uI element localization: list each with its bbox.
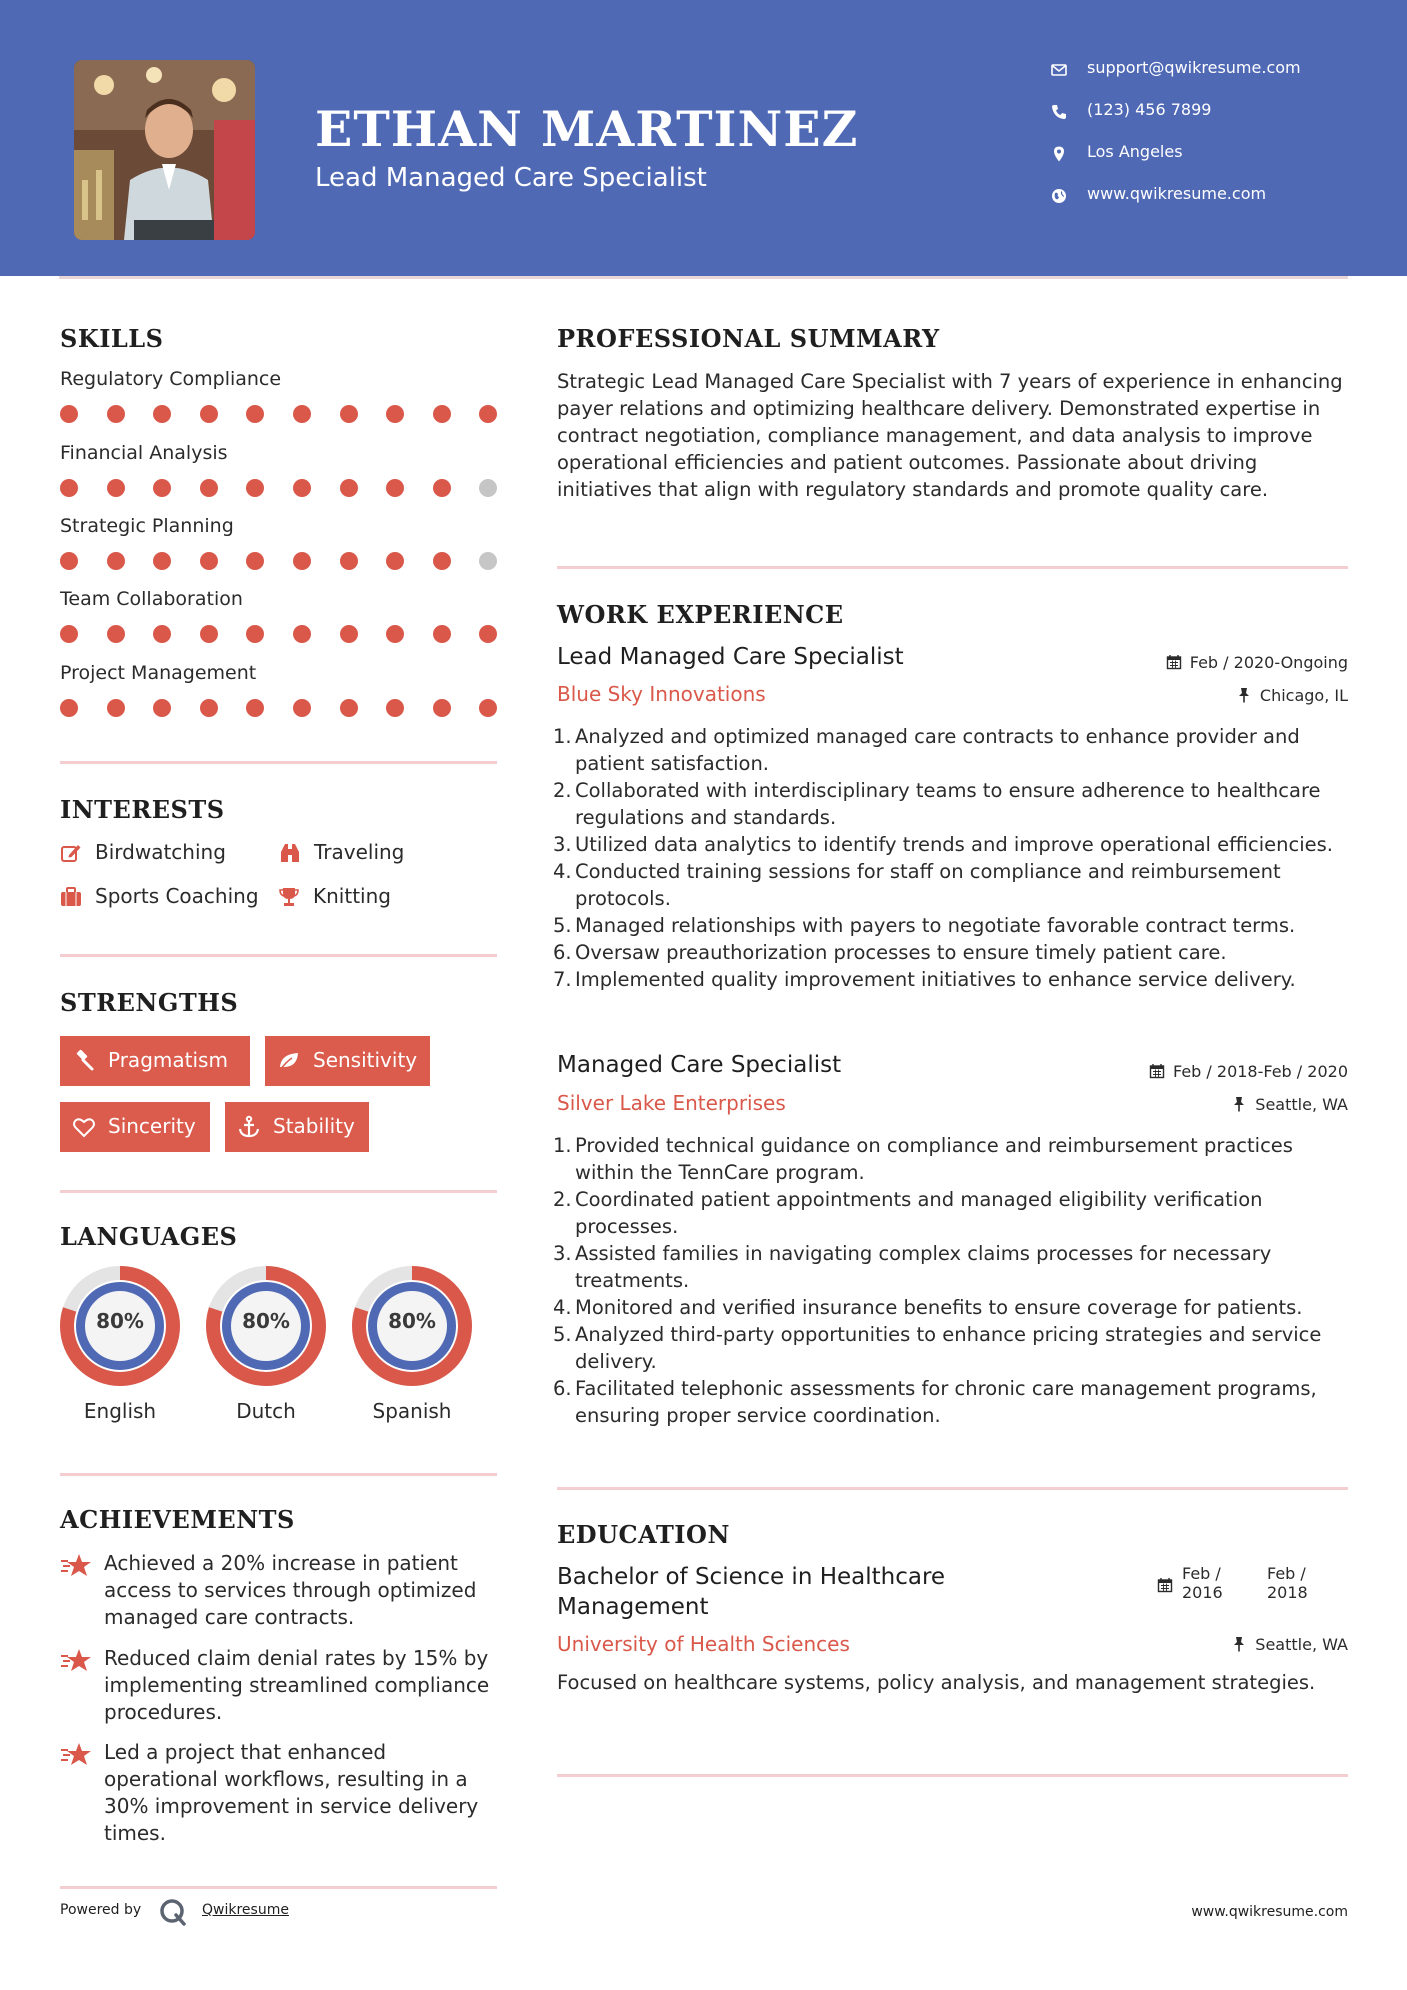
powered-by-label: Powered by	[60, 1902, 142, 1918]
rating-dot-filled	[107, 625, 125, 643]
strength-badge	[60, 1102, 210, 1152]
rating-dot-filled	[153, 552, 171, 570]
section-divider	[557, 566, 1348, 569]
skill-name: Team Collaboration	[60, 588, 243, 610]
job-date-text: Feb / 2018-Feb / 2020	[1173, 1062, 1348, 1081]
contact-email-text: support@qwikresume.com	[1087, 58, 1301, 77]
education-end-line2: 2018	[1267, 1583, 1308, 1602]
achievement-text: Achieved a 20% increase in patient access to services through optimized managed care contracts.	[104, 1551, 477, 1629]
globe-icon	[1050, 187, 1068, 205]
job-bullet	[553, 831, 1353, 858]
education-start-date	[1182, 1564, 1223, 1602]
job-bullet	[553, 1186, 1353, 1240]
rating-dot-filled	[153, 479, 171, 497]
job-bullet	[553, 1375, 1353, 1429]
rating-dot-filled	[433, 699, 451, 717]
interest-label: Birdwatching	[95, 840, 226, 864]
pin-icon	[1231, 1636, 1247, 1652]
calendar-icon	[1166, 654, 1182, 670]
rating-dot-empty	[479, 552, 497, 570]
rating-dot-filled	[200, 625, 218, 643]
language-percent: 80%	[242, 1309, 290, 1333]
rating-dot-filled	[153, 405, 171, 423]
company-name: Blue Sky Innovations	[557, 682, 766, 706]
job-bullets	[553, 723, 1353, 993]
contact-phone-text: (123) 456 7899	[1087, 100, 1212, 119]
rating-dot-filled	[293, 699, 311, 717]
job-location	[1231, 1095, 1348, 1114]
rating-dot-filled	[433, 405, 451, 423]
bullet-number: 6.	[553, 1377, 572, 1400]
rating-dot-filled	[340, 625, 358, 643]
section-divider	[557, 1487, 1348, 1490]
header-banner	[0, 0, 1407, 276]
rating-dot-filled	[107, 405, 125, 423]
rating-dot-filled	[200, 699, 218, 717]
rating-dot-empty	[479, 479, 497, 497]
rating-dot-filled	[107, 479, 125, 497]
bullet-text: Facilitated telephonic assessments for chronic care management programs, ensuring proper service coordination.	[575, 1377, 1317, 1427]
job-bullet	[553, 723, 1353, 777]
job-bullet	[553, 1294, 1353, 1321]
rating-dot-filled	[293, 625, 311, 643]
strengths-heading: STRENGTHS	[60, 988, 239, 1017]
qwikresume-logo-icon[interactable]	[158, 1897, 188, 1927]
bullet-text: Implemented quality improvement initiatives to enhance service delivery.	[575, 968, 1296, 991]
footer-website-link[interactable]: www.qwikresume.com	[1191, 1904, 1348, 1920]
candidate-name: ETHAN MARTINEZ	[315, 100, 859, 158]
contact-location-text: Los Angeles	[1087, 142, 1183, 161]
bullet-text: Coordinated patient appointments and managed eligibility verification processes.	[575, 1188, 1263, 1238]
pencil-square-icon	[60, 842, 82, 864]
skill-name: Strategic Planning	[60, 515, 234, 537]
rating-dot-filled	[60, 405, 78, 423]
bullet-number: 7.	[553, 968, 572, 991]
rating-dot-filled	[200, 405, 218, 423]
map-pin-icon	[1050, 145, 1068, 163]
rating-dot-filled	[200, 479, 218, 497]
skill-name: Project Management	[60, 662, 257, 684]
job-bullet	[553, 1132, 1353, 1186]
rating-dot-filled	[386, 625, 404, 643]
rating-dot-filled	[479, 699, 497, 717]
bullet-text: Managed relationships with payers to negotiate favorable contract terms.	[575, 914, 1296, 937]
skill-rating	[60, 625, 500, 643]
strength-badge	[265, 1036, 430, 1086]
rating-dot-filled	[246, 699, 264, 717]
degree-title-cont: Management	[557, 1594, 709, 1620]
binoculars-icon	[279, 842, 301, 864]
bullet-number: 3.	[553, 833, 572, 856]
rating-dot-filled	[293, 552, 311, 570]
bullet-text: Oversaw preauthorization processes to ensure timely patient care.	[575, 941, 1227, 964]
job-bullet	[553, 777, 1353, 831]
job-title: Lead Managed Care Specialist	[557, 644, 904, 670]
shooting-star-icon	[60, 1552, 92, 1580]
bullet-text: Analyzed and optimized managed care contracts to enhance provider and patient satisfaction.	[575, 725, 1300, 775]
gavel-icon	[72, 1049, 96, 1073]
envelope-icon	[1050, 61, 1068, 79]
education-location-text: Seattle, WA	[1255, 1635, 1348, 1654]
heart-icon	[72, 1115, 96, 1139]
rating-dot-filled	[433, 625, 451, 643]
job-bullet	[553, 966, 1353, 993]
rating-dot-filled	[60, 552, 78, 570]
skill-rating	[60, 479, 500, 497]
anchor-icon	[237, 1115, 261, 1139]
education-start-line2: 2016	[1182, 1583, 1223, 1602]
rating-dot-filled	[107, 699, 125, 717]
contact-website-text: www.qwikresume.com	[1087, 184, 1267, 203]
bullet-number: 3.	[553, 1242, 572, 1265]
strength-badge	[60, 1036, 250, 1086]
rating-dot-filled	[479, 625, 497, 643]
language-percent: 80%	[96, 1309, 144, 1333]
job-location-text: Seattle, WA	[1255, 1095, 1348, 1114]
pin-icon	[1231, 1096, 1247, 1112]
job-date	[1149, 1062, 1348, 1081]
language-item	[204, 1264, 328, 1423]
rating-dot-filled	[340, 405, 358, 423]
strength-label: Pragmatism	[108, 1048, 228, 1072]
job-title: Managed Care Specialist	[557, 1052, 842, 1078]
language-name: Spanish	[372, 1399, 452, 1423]
bullet-text: Provided technical guidance on compliance and reimbursement practices within the TennCare program.	[575, 1134, 1293, 1184]
degree-title: Bachelor of Science in Healthcare	[557, 1564, 946, 1590]
calendar-icon	[1149, 1063, 1165, 1079]
languages-heading: LANGUAGES	[60, 1222, 238, 1251]
skill-name: Regulatory Compliance	[60, 368, 282, 390]
rating-dot-filled	[60, 699, 78, 717]
rating-dot-filled	[200, 552, 218, 570]
rating-dot-filled	[60, 625, 78, 643]
bullet-text: Conducted training sessions for staff on compliance and reimbursement protocols.	[575, 860, 1281, 910]
bullet-number: 1.	[553, 1134, 572, 1157]
shooting-star-icon	[60, 1647, 92, 1675]
education-start-line1: Feb /	[1182, 1564, 1221, 1583]
job-bullet	[553, 1321, 1353, 1375]
shooting-star-icon	[60, 1741, 92, 1769]
language-name: English	[83, 1399, 157, 1423]
experience-heading: WORK EXPERIENCE	[557, 600, 844, 629]
education-end-date	[1267, 1564, 1308, 1602]
rating-dot-filled	[386, 552, 404, 570]
rating-dot-filled	[479, 405, 497, 423]
rating-dot-filled	[340, 479, 358, 497]
strength-label: Stability	[273, 1114, 355, 1138]
bullet-number: 2.	[553, 1188, 572, 1211]
rating-dot-filled	[246, 479, 264, 497]
job-date	[1166, 653, 1348, 672]
job-bullet	[553, 858, 1353, 912]
bullet-text: Assisted families in navigating complex claims processes for necessary treatments.	[575, 1242, 1272, 1292]
education-location	[1231, 1635, 1348, 1654]
candidate-role: Lead Managed Care Specialist	[315, 163, 707, 193]
language-percent: 80%	[388, 1309, 436, 1333]
skill-rating	[60, 699, 500, 717]
skill-rating	[60, 405, 500, 423]
section-divider	[60, 954, 497, 957]
education-description: Focused on healthcare systems, policy analysis, and management strategies.	[557, 1671, 1316, 1694]
rating-dot-filled	[386, 699, 404, 717]
job-bullets	[553, 1132, 1353, 1429]
section-divider	[60, 1886, 497, 1889]
job-date-text: Feb / 2020-Ongoing	[1189, 653, 1348, 672]
company-name: Silver Lake Enterprises	[557, 1091, 786, 1115]
rating-dot-filled	[246, 405, 264, 423]
qwikresume-link[interactable]: Qwikresume	[202, 1902, 289, 1918]
rating-dot-filled	[246, 625, 264, 643]
section-divider	[557, 1774, 1348, 1777]
job-bullet	[553, 912, 1353, 939]
education-end-line1: Feb /	[1267, 1564, 1306, 1583]
bullet-number: 5.	[553, 914, 572, 937]
language-item	[350, 1264, 474, 1423]
rating-dot-filled	[153, 699, 171, 717]
summary-heading: PROFESSIONAL SUMMARY	[557, 324, 940, 353]
education-heading: EDUCATION	[557, 1520, 730, 1549]
rating-dot-filled	[433, 552, 451, 570]
bullet-number: 6.	[553, 941, 572, 964]
rating-dot-filled	[386, 405, 404, 423]
rating-dot-filled	[386, 479, 404, 497]
bullet-text: Analyzed third-party opportunities to enhance pricing strategies and service delivery.	[575, 1323, 1322, 1373]
rating-dot-filled	[293, 479, 311, 497]
header-divider	[59, 276, 1348, 279]
rating-dot-filled	[107, 552, 125, 570]
bullet-number: 4.	[553, 1296, 572, 1319]
briefcase-icon	[60, 886, 82, 908]
interest-label: Knitting	[313, 884, 391, 908]
achievements-heading: ACHIEVEMENTS	[60, 1505, 295, 1534]
phone-icon	[1050, 103, 1068, 121]
rating-dot-filled	[293, 405, 311, 423]
interests-heading: INTERESTS	[60, 795, 225, 824]
job-bullet	[553, 939, 1353, 966]
job-bullet	[553, 1240, 1353, 1294]
section-divider	[60, 761, 497, 764]
achievement-text: Led a project that enhanced operational workflows, resulting in a 30% improvement in service delivery times.	[104, 1740, 479, 1845]
bullet-number: 4.	[553, 860, 572, 883]
rating-dot-filled	[153, 625, 171, 643]
pin-icon	[1236, 687, 1252, 703]
rating-dot-filled	[340, 552, 358, 570]
job-location	[1236, 686, 1348, 705]
skill-name: Financial Analysis	[60, 442, 228, 464]
bullet-text: Utilized data analytics to identify trends and improve operational efficiencies.	[575, 833, 1333, 856]
bullet-number: 5.	[553, 1323, 572, 1346]
language-item	[58, 1264, 182, 1423]
section-divider	[60, 1190, 497, 1193]
strength-badge	[225, 1102, 369, 1152]
summary-text: Strategic Lead Managed Care Specialist with 7 years of experience in enhancing payer relations and optimizing healthcare delivery. Demonstrated expertise in contract negotiation, compliance management, and data analysis to improve operational efficiencies and patient outcomes. Passionate about driving initiatives that align with regulatory standards and promote quality care.	[557, 370, 1343, 501]
calendar-icon	[1157, 1577, 1173, 1593]
profile-photo	[74, 60, 255, 240]
job-location-text: Chicago, IL	[1259, 686, 1348, 705]
interest-label: Sports Coaching	[95, 884, 259, 908]
leaf-icon	[277, 1049, 301, 1073]
bullet-text: Collaborated with interdisciplinary teams to ensure adherence to healthcare regulations and standards.	[575, 779, 1321, 829]
bullet-number: 1.	[553, 725, 572, 748]
trophy-icon	[278, 886, 300, 908]
bullet-number: 2.	[553, 779, 572, 802]
rating-dot-filled	[60, 479, 78, 497]
strength-label: Sincerity	[108, 1114, 196, 1138]
rating-dot-filled	[246, 552, 264, 570]
language-name: Dutch	[236, 1399, 296, 1423]
section-divider	[60, 1473, 497, 1476]
skills-heading: SKILLS	[60, 324, 164, 353]
bullet-text: Monitored and verified insurance benefits to ensure coverage for patients.	[575, 1296, 1303, 1319]
interest-label: Traveling	[314, 840, 405, 864]
rating-dot-filled	[340, 699, 358, 717]
skill-rating	[60, 552, 500, 570]
strength-label: Sensitivity	[313, 1048, 418, 1072]
school-name: University of Health Sciences	[557, 1632, 850, 1656]
achievement-text: Reduced claim denial rates by 15% by implementing streamlined compliance procedures.	[104, 1646, 490, 1724]
rating-dot-filled	[433, 479, 451, 497]
